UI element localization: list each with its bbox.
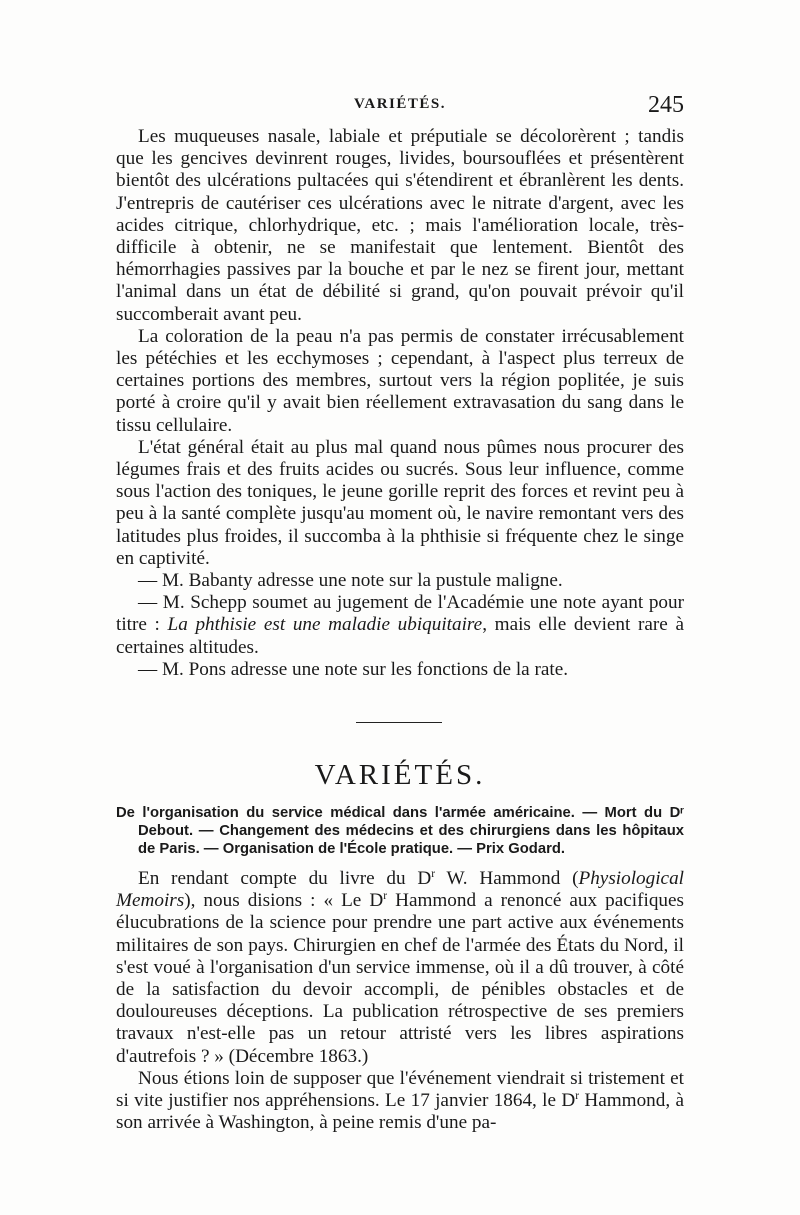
section-summary: [116, 804, 684, 858]
text-run: Hammond, à son arrivée à Washington, à peine remis d'une pa-: [116, 1090, 684, 1134]
text-run: Hammond a renoncé aux pacifiques élucubrations de la science pour prendre une part active aux événements militaires de son pays. Chirurgien en chef de l'armée des États du Nord, il s'est voué à l'organisation d'un service immense, où il a dû trouver, à côté de la satisfaction du devoir accompli, de pénibles obstacles et de douloureuses déceptions. La publication rétrospective de ses premiers travaux n'est-elle pas un retour attristé vers les libres aspirations d'autrefois ? » (Décembre 1863.): [116, 890, 684, 1067]
paragraph: [116, 592, 684, 659]
page-header: [116, 92, 684, 120]
text-run: Les muqueuses nasale, labiale et préputiale se décolorèrent ; tandis que les gencives devinrent rouges, livides, boursouflées et présentèrent bientôt des ulcérations pultacées qui s'étendirent et ébranlèrent les dents. J'entrepris de cautériser ces ulcérations avec le nitrate d'argent, avec les acides citrique, chlorhydrique, etc. ; mais l'amélioration locale, très-difficile à obtenir, ne se manifestait que lentement. Bientôt des hémorrhagies passives par la bouche et par le nez se firent jour, mettant l'animal dans un état de débilité si grand, qu'on pouvait prévoir qu'il succomberait avant peu.: [116, 126, 684, 325]
italic-title: La phthisie est une maladie ubiquitaire: [167, 614, 483, 636]
section-title: VARIÉTÉS.: [314, 759, 486, 791]
superscript: r: [575, 1090, 580, 1103]
paragraph: [116, 868, 684, 1068]
page-number: 245: [648, 92, 684, 118]
paragraph: [116, 326, 684, 437]
superscript: r: [431, 868, 436, 881]
superscript: r: [383, 890, 388, 903]
summary-text: De l'organisation du service médical dans l'armée américaine. — Mort du Dʳ Debout. — Changement des médecins et des chirurgiens dans les hôpitaux de Paris. — Organisation de l'École pratique. — Prix Godard.: [116, 805, 684, 857]
paragraph: [116, 437, 684, 570]
text-run: — M. Pons adresse une note sur les fonctions de la rate.: [138, 658, 569, 680]
italic-title: Physiological Memoirs: [116, 868, 684, 912]
text-run: Nous étions loin de supposer que l'événement viendrait si tristement et si vite justifier nos appréhensions. Le 17 janvier 1864, le D: [116, 1067, 684, 1112]
text-run: W. Hammond (: [435, 868, 579, 889]
text-run: — M. Schepp soumet au jugement de l'Académie une note ayant pour titre :: [116, 592, 684, 636]
varietes-text: [116, 868, 684, 1134]
academy-notes-text: [116, 126, 684, 681]
paragraph: [116, 570, 684, 592]
text-run: L'état général était au plus mal quand nous pûmes nous procurer des légumes frais et des fruits acides ou sucrés. Sous leur influence, comme sous l'action des toniques, le jeune gorille reprit des forces et revint peu à peu à la santé complète jusqu'au moment où, le navire remontant vers des latitudes plus froides, il succomba à la phthisie si fréquente chez le singe en captivité.: [116, 436, 684, 569]
paragraph: [116, 126, 684, 326]
running-title: VARIÉTÉS.: [353, 96, 446, 112]
text-run: ), nous disions : « Le D: [184, 890, 384, 912]
text-run: La coloration de la peau n'a pas permis de constater irrécusablement les pétéchies et les ecchymoses ; cependant, à l'aspect plus terreux de certaines portions des membres, surtout vers la région poplitée, je suis porté à croire qu'il y avait bien réellement extravasation du sang dans le tissu cellulaire.: [116, 325, 684, 436]
paragraph: [116, 659, 684, 681]
text-run: , mais elle devient rare à certaines altitudes.: [116, 614, 684, 658]
text-run: — M. Babanty adresse une note sur la pustule maligne.: [138, 570, 563, 592]
section-divider: [356, 722, 442, 723]
text-run: En rendant compte du livre du D: [138, 868, 432, 889]
paragraph: [116, 1068, 684, 1135]
